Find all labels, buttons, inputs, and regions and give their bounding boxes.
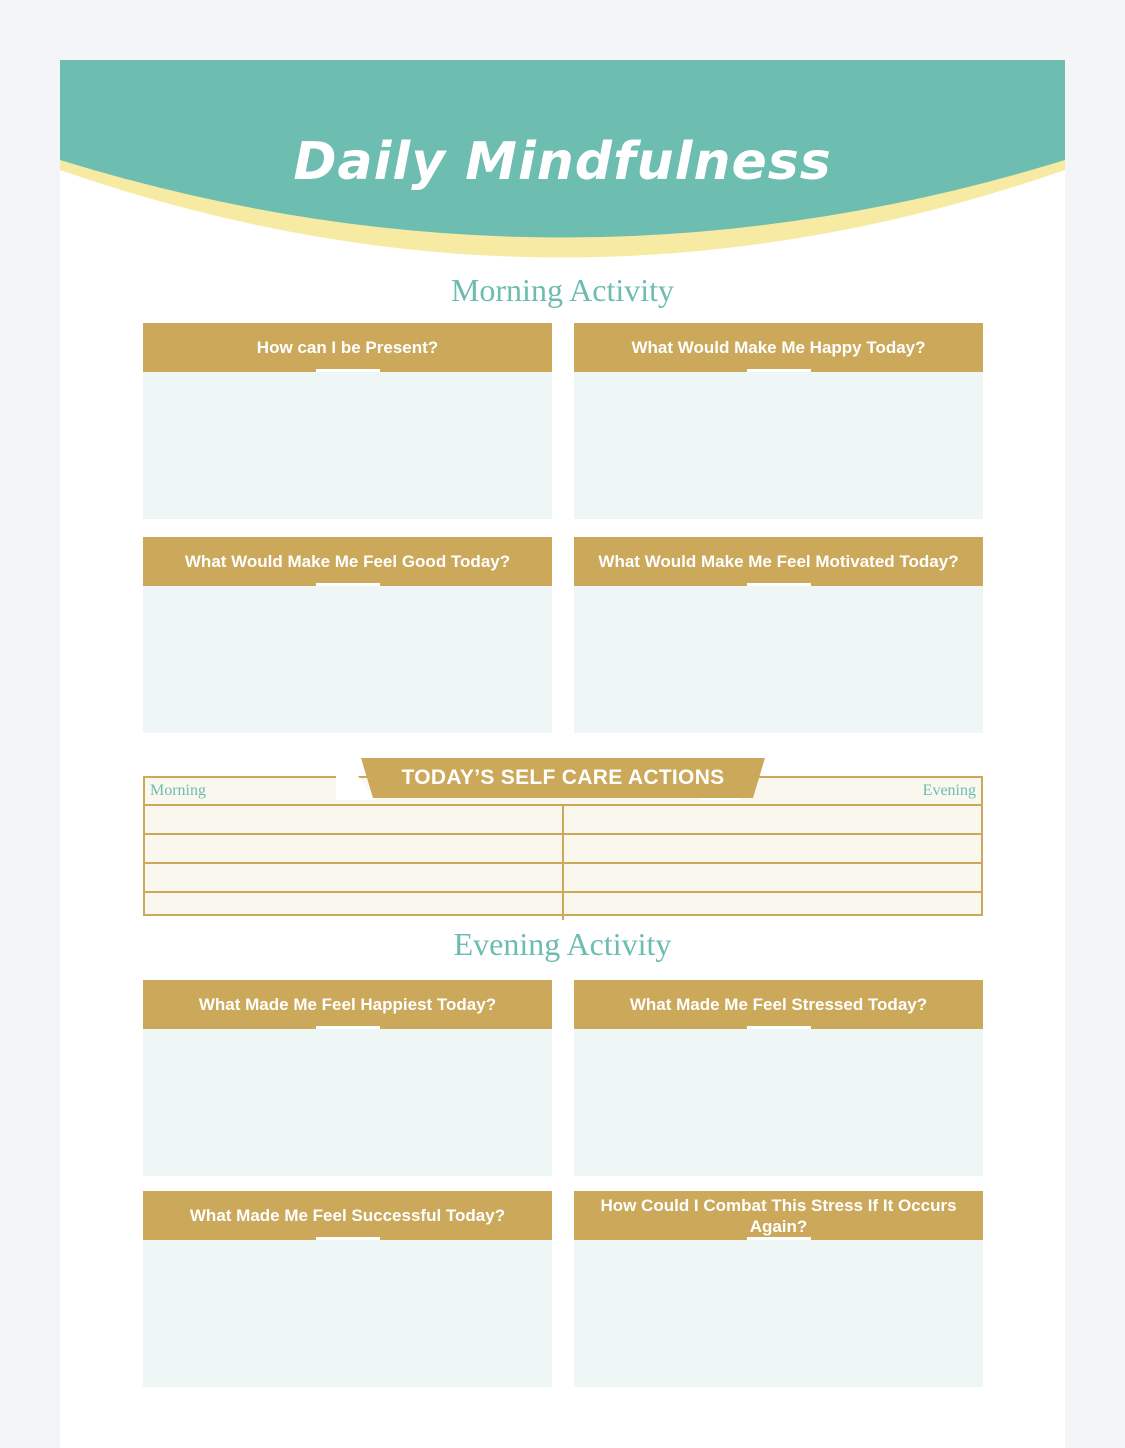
card-question: What Made Me Feel Successful Today? [143,1191,552,1240]
table-row [145,833,981,862]
evening-entry[interactable] [564,864,981,891]
morning-entry[interactable] [145,864,564,891]
card-question: What Made Me Feel Stressed Today? [574,980,983,1029]
self-care-evening-label: Evening [922,782,976,799]
evening-heading: Evening Activity [453,926,672,962]
self-care-morning-label: Morning [150,782,206,799]
table-row [145,862,981,891]
answer-area[interactable] [143,586,552,733]
page-title: Daily Mindfulness [293,132,832,192]
card-question: How Could I Combat This Stress If It Occurs Again? [574,1191,983,1240]
evening-entry[interactable] [564,893,981,920]
evening-entry[interactable] [564,835,981,862]
card-question: What Made Me Feel Happiest Today? [143,980,552,1029]
answer-area[interactable] [574,1029,983,1176]
answer-area[interactable] [574,372,983,519]
morning-entry[interactable] [145,835,564,862]
morning-entry[interactable] [145,893,564,920]
morning-card-happy[interactable] [574,323,983,519]
card-question: What Would Make Me Feel Good Today? [143,537,552,586]
answer-area[interactable] [143,1029,552,1176]
evening-card-stressed[interactable] [574,980,983,1176]
answer-area[interactable] [143,1240,552,1387]
evening-card-combat-stress[interactable] [574,1191,983,1387]
table-row [145,891,981,920]
self-care-title: TODAY’S SELF CARE ACTIONS [401,766,725,789]
morning-card-present[interactable] [143,323,552,519]
card-question: What Would Make Me Happy Today? [574,323,983,372]
answer-area[interactable] [143,372,552,519]
answer-area[interactable] [574,586,983,733]
self-care-banner [361,756,765,800]
evening-card-successful[interactable] [143,1191,552,1387]
evening-card-happiest[interactable] [143,980,552,1176]
answer-area[interactable] [574,1240,983,1387]
morning-heading: Morning Activity [450,272,675,308]
morning-card-feel-good[interactable] [143,537,552,733]
card-question: What Would Make Me Feel Motivated Today? [574,537,983,586]
self-care-table [143,756,983,916]
card-question: How can I be Present? [143,323,552,372]
worksheet-page [60,60,1065,1448]
morning-card-motivated[interactable] [574,537,983,733]
